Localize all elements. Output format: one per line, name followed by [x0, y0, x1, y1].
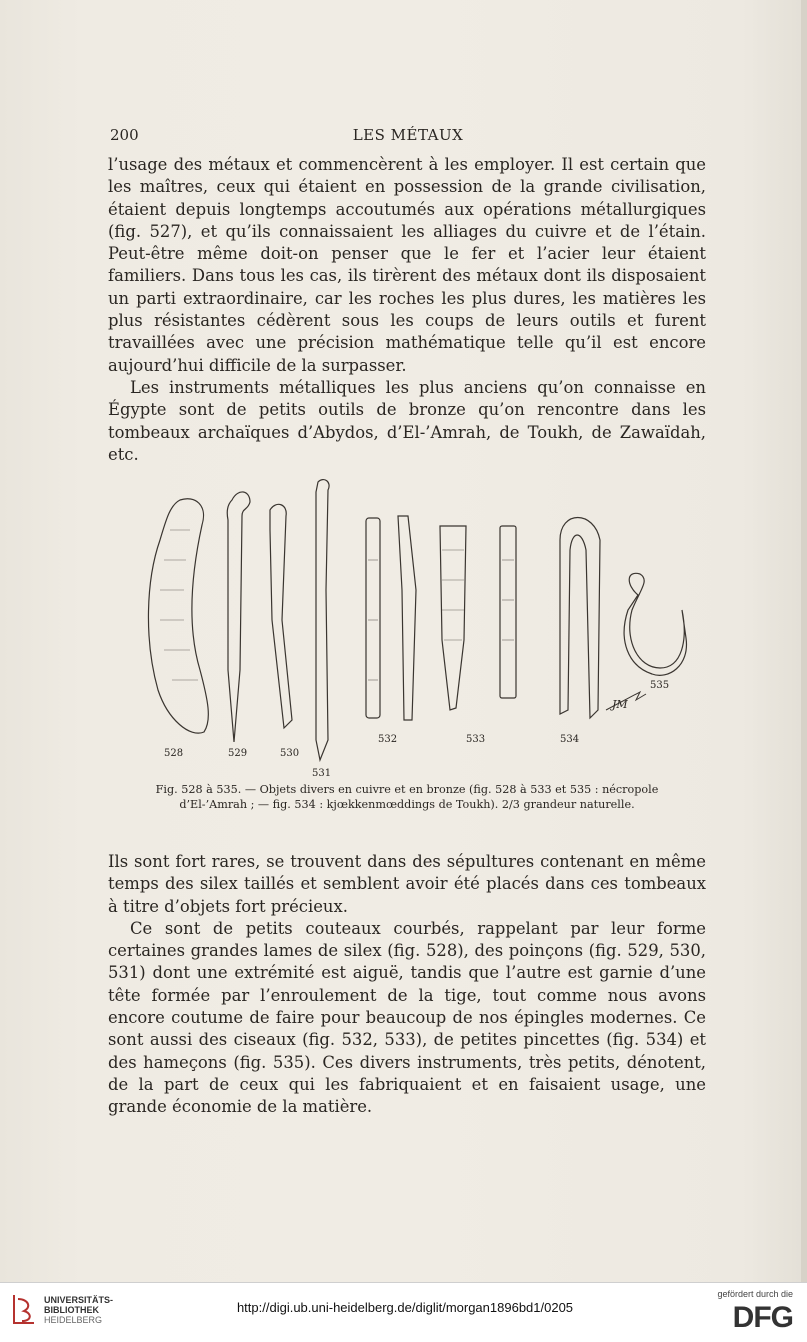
label-535: 535	[650, 680, 670, 691]
page-number: 200	[110, 126, 139, 144]
figure-illustration	[120, 470, 720, 790]
awl-530	[270, 504, 292, 728]
hook-535	[624, 573, 686, 675]
paragraph: Les instruments métalliques les plus anciens qu’on connaisse en Égypte sont de petits outils de bronze qu’on rencontre dans les tombeaux archaïques d’Abydos, d’El-’Amrah, de Toukh, de Zawaïdah, etc.	[108, 377, 706, 464]
page-edge	[801, 0, 807, 1282]
paragraph: Ce sont de petits couteaux courbés, rappelant par leur forme certaines grandes lames de silex (fig. 528), des poinçons (fig. 529, 530, 531) dont une extrémité est aiguë, tandis que l’autre est garnie d’une tête formée par l’enroulement de la tige, tout comme nous avons encore coutume de faire pour beaucoup de nos épingles modernes. Ce sont aussi des ciseaux (fig. 532, 533), de petites pincettes (fig. 534) et des hameçons (fig. 535). Ces divers instruments, très petits, dénotent, de la part de ceux qui les fabriquaient et en faisaient usage, une grande économie de la matière.	[108, 918, 706, 1117]
label-534: 534	[560, 734, 580, 745]
chisel-533b	[500, 526, 516, 698]
permalink-url[interactable]: http://digi.ub.uni-heidelberg.de/diglit/morgan1896bd1/0205	[236, 1300, 574, 1315]
library-name: UNIVERSITÄTS- BIBLIOTHEK HEIDELBERG	[44, 1295, 114, 1325]
label-532: 532	[378, 734, 398, 745]
label-533: 533	[466, 734, 486, 745]
chisel-532b	[398, 516, 416, 720]
caption-line-2: d’El-’Amrah ; — fig. 534 : kjœkkenmœddings de Toukh). 2/3 grandeur naturelle.	[179, 798, 635, 811]
label-530: 530	[280, 748, 300, 759]
paragraph: Ils sont fort rares, se trouvent dans des sépultures contenant en même temps des silex taillés et semblent avoir été placés dans ces tombeaux à titre d’objets fort précieux.	[108, 852, 706, 916]
label-529: 529	[228, 748, 248, 759]
label-531: 531	[312, 768, 332, 779]
paragraph: l’usage des métaux et commencèrent à les employer. Il est certain que les maîtres, ceux qui étaient en possession de la grande civilisation, étaient depuis longtemps accoutumés aux opérations métallurgiques (fig. 527), et qu’ils connaissaient les alliages du cuivre et de l’étain. Peut-être même doit-on penser que le fer et l’acier leur étaient familiers. Dans tous les cas, ils tirèrent des métaux dont ils disposaient un parti extraordinaire, car les roches les plus dures, les matières les plus résistantes cédèrent sous les coups de leurs outils et furent travaillées avec une précision mathématique telle qu’il est encore aujourd’hui difficile de la surpasser.	[108, 155, 706, 375]
figure-528-535	[120, 470, 720, 790]
library-logo-icon	[10, 1293, 38, 1327]
caption-line-1: Fig. 528 à 535. — Objets divers en cuivre et en bronze (fig. 528 à 533 et 535 : nécropole	[155, 783, 659, 796]
body-text-bottom	[108, 851, 706, 1119]
page-header	[110, 126, 706, 146]
artist-signature: JM	[612, 698, 628, 711]
funding-text: gefördert durch die	[717, 1289, 793, 1299]
chisel-532a	[366, 518, 380, 718]
label-528: 528	[164, 748, 184, 759]
tweezers-534	[560, 518, 600, 719]
figure-caption	[108, 782, 706, 812]
pin-531	[316, 480, 329, 760]
digitization-footer	[0, 1282, 807, 1342]
dfg-logo: DFG	[732, 1301, 793, 1334]
knife-528	[148, 499, 208, 733]
awl-529	[227, 492, 250, 742]
body-text-top	[108, 154, 706, 466]
running-title: LES MÉTAUX	[352, 126, 464, 144]
chisel-533a	[440, 526, 466, 710]
